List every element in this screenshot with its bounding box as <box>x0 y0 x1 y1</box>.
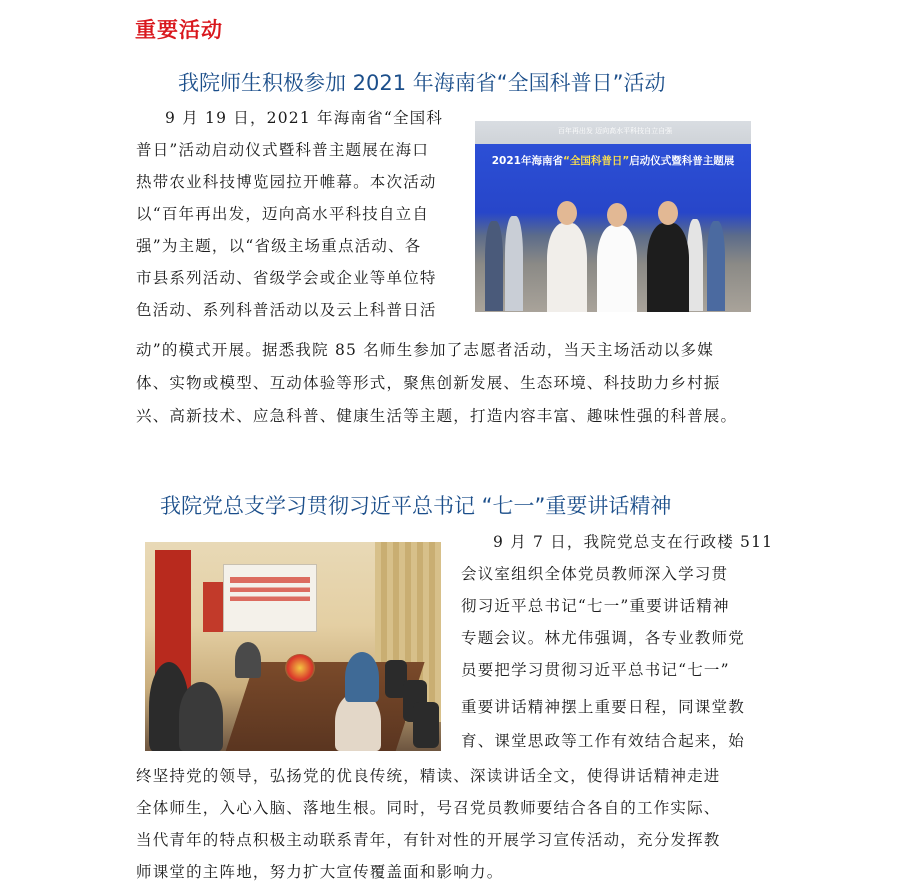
photo-banner-slogan: 百年再出发 迈向高水平科技自立自强 <box>557 127 673 135</box>
article-1-line: 强”为主题，以“省级主场重点活动、各 <box>136 237 422 255</box>
article-2-line: 全体师生，入心入脑、落地生根。同时，号召党员教师要结合各自的工作实际、 <box>136 799 721 817</box>
party-meeting-photo <box>145 542 441 751</box>
section-title: 重要活动 <box>135 18 223 42</box>
article-1-line: 市县系列活动、省级学会或企业等单位特 <box>136 269 437 287</box>
photo-banner-title: 2021年海南省“全国科普日”启动仪式暨科普主题展 <box>491 155 735 167</box>
article-2-line: 9 月 7 日，我院党总支在行政楼 511 <box>493 533 774 551</box>
article-2-line: 员要把学习贯彻习近平总书记“七一” <box>461 661 730 679</box>
article-2-line: 会议室组织全体党员教师深入学习贯 <box>461 565 729 583</box>
article-1-line: 9 月 19 日，2021 年海南省“全国科 <box>165 109 444 127</box>
article-2-line: 育、课堂思政等工作有效结合起来，始 <box>461 732 745 750</box>
article-1-line: 热带农业科技博览园拉开帷幕。本次活动 <box>136 173 437 191</box>
article-2-line: 重要讲话精神摆上重要日程，同课堂教 <box>461 698 745 716</box>
article-1-line: 以“百年再出发，迈向高水平科技自立自 <box>136 205 430 223</box>
science-day-photo <box>475 121 751 312</box>
article-1-title: 我院师生积极参加 2021 年海南省“全国科普日”活动 <box>178 71 666 95</box>
article-1-line: 普日”活动启动仪式暨科普主题展在海口 <box>136 141 430 159</box>
article-2-line: 彻习近平总书记“七一”重要讲话精神 <box>461 597 730 615</box>
projector-screen <box>223 564 317 632</box>
article-2-line: 当代青年的特点积极主动联系青年，有针对性的开展学习宣传活动，充分发挥教 <box>136 831 721 849</box>
article-2-line: 终坚持党的领导，弘扬党的优良传统，精读、深读讲话全文，使得讲话精神走进 <box>136 767 721 785</box>
article-1-line: 色活动、系列科普活动以及云上科普日活 <box>136 301 437 319</box>
article-2-line: 师课堂的主阵地，努力扩大宣传覆盖面和影响力。 <box>136 863 504 881</box>
article-1-line: 动”的模式开展。据悉我院 85 名师生参加了志愿者活动，当天主场活动以多媒 <box>136 341 714 359</box>
article-1-line: 体、实物或模型、互动体验等形式，聚焦创新发展、生态环境、科技助力乡村振 <box>136 374 721 392</box>
article-2-title: 我院党总支学习贯彻习近平总书记 “七一”重要讲话精神 <box>160 494 672 518</box>
article-1-line: 兴、高新技术、应急科普、健康生活等主题，打造内容丰富、趣味性强的科普展。 <box>136 407 738 425</box>
article-2-line: 专题会议。林尤伟强调，各专业教师党 <box>461 629 745 647</box>
